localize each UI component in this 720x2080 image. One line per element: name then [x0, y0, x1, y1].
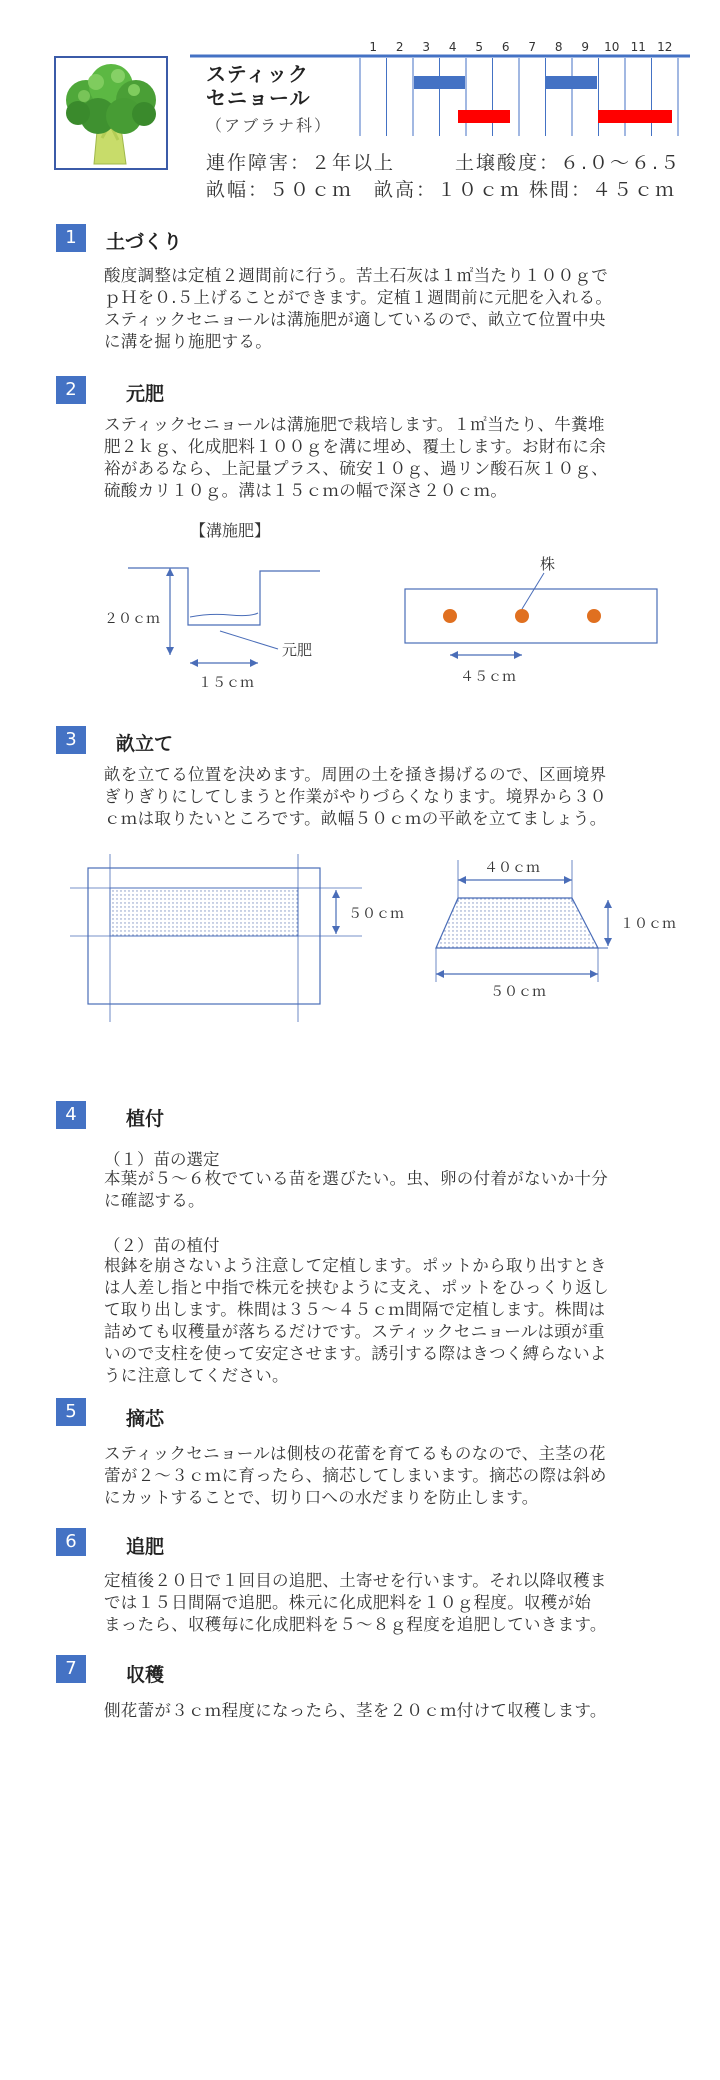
section-number-2: 2	[56, 376, 86, 404]
calendar-month-label: 11	[630, 40, 646, 54]
calendar-month-label: 2	[395, 40, 404, 54]
section-title-harvest: 収穫	[126, 1664, 165, 1686]
section-title-bed-making: 畝立て	[116, 733, 174, 755]
plant-leader-line	[522, 573, 544, 609]
section-number-5: 5	[56, 1398, 86, 1426]
section-body-base-fertilizer: スティックセニョールは溝施肥で栽培します。１㎡当たり、牛糞堆 肥２ｋｇ、化成肥料１００ｇを溝に埋め、覆土します。お財布に余 裕があるなら、上記量プラス、硫安１０ｇ、過リン酸石灰１０ｇ、 硫酸カリ１０ｇ。溝は１５ｃｍの幅で深さ２０ｃｍ。	[104, 415, 608, 500]
calendar-bar-sowing-summer	[545, 76, 597, 89]
fertilizer-leader-line	[220, 631, 278, 649]
plant-label: 株	[540, 555, 556, 573]
calendar-month-label: 9	[581, 40, 590, 54]
section-body-harvest: 側花蕾が３ｃｍ程度になったら、茎を２０ｃｍ付けて収穫します。	[104, 1701, 607, 1720]
bed-spec-info: 畝幅：５０ｃｍ 畝高：１０ｃｍ 株間：４５ｃｍ	[206, 179, 677, 201]
bed-top-label: ４０ｃｍ	[484, 860, 540, 876]
soil-ph-info: 土壌酸度：６.０～６.５	[455, 152, 682, 174]
section-number-1: 1	[56, 224, 86, 252]
broccoli-illustration-frame	[54, 56, 168, 170]
section-number-6: 6	[56, 1528, 86, 1556]
section-body-bed-making: 畝を立てる位置を決めます。周囲の土を掻き揚げるので、区画境界 ぎりぎりにしてしまうと作業がやりづらくなります。境界から３０ ｃｍは取りたいところです。畝幅５０ｃｍの平畝を立てましょう。	[104, 765, 607, 828]
bed-width-label: ５０ｃｍ	[348, 906, 404, 922]
calendar-month-label: 4	[448, 40, 457, 54]
calendar-bar-harvest-summer	[458, 110, 510, 123]
plant-marker	[443, 609, 457, 623]
section-body-pinching: スティックセニョールは側枝の花蕾を育てるものなので、主茎の花 蕾が２～３ｃｍに育ったら、摘芯してしまいます。摘芯の際は斜め にカットすることで、切り口への水だまりを防止します。	[104, 1444, 607, 1507]
section-title-planting: 植付	[126, 1108, 165, 1130]
planting-sub2-body: 根鉢を崩さないよう注意して定植します。ポットから取り出すとき は人差し指と中指で株元を挟むように支え、ポットをひっくり返し て取り出します。株間は３５～４５ｃｍ間隔で定植します。株間は 詰めても収穫量が落ちるだけです。スティックセニョールは頭が重 いので支柱を使って安定させます。誘引する際はきつく縛らないよ うに注意してください。	[104, 1256, 609, 1385]
calendar-month-label: 6	[501, 40, 510, 54]
section-title-soil: 土づくり	[106, 231, 183, 253]
crop-name-line1: スティック	[206, 62, 309, 86]
planting-sub2-heading: （２）苗の植付	[104, 1236, 220, 1255]
calendar-month-label: 1	[369, 40, 378, 54]
calendar-month-label: 5	[475, 40, 484, 54]
section-number-7: 7	[56, 1655, 86, 1683]
crop-name-line2: セニョール	[206, 86, 311, 110]
section-body-soil: 酸度調整は定植２週間前に行う。苦土石灰は１㎡当たり１００ｇで ｐＨを０.５上げることができます。定植１週間前に元肥を入れる。 スティックセニョールは溝施肥が適しているので、畝立て位置中央 に溝を掘り施肥する。	[104, 266, 613, 351]
calendar-month-label: 3	[422, 40, 431, 54]
planting-sub1-body: 本葉が５～６枚でている苗を選びたい。虫、卵の付着がないか十分 に確認する。	[104, 1169, 608, 1210]
trench-fertilizer-diagram	[90, 545, 690, 695]
calendar-month-label: 12	[657, 40, 673, 54]
section-number-4: 4	[56, 1101, 86, 1129]
cultivation-calendar	[190, 36, 700, 140]
rotation-info: 連作障害：２年以上	[206, 152, 396, 174]
calendar-month-label: 8	[554, 40, 563, 54]
depth-label: ２０ｃｍ	[104, 611, 160, 627]
plant-marker	[515, 609, 529, 623]
section-title-base-fertilizer: 元肥	[126, 383, 165, 405]
planting-sub1-heading: （１）苗の選定	[104, 1150, 220, 1169]
bed-bottom-label: ５０ｃｍ	[490, 984, 546, 1000]
bed-area	[110, 888, 298, 936]
calendar-month-label: 7	[528, 40, 537, 54]
plant-marker	[587, 609, 601, 623]
crop-family: （アブラナ科）	[206, 116, 333, 135]
width-label: １５ｃｍ	[198, 675, 254, 691]
section-title-pinching: 摘芯	[126, 1408, 165, 1430]
fertilizer-label: 元肥	[282, 641, 313, 659]
trench-fertilizer-layer	[190, 613, 258, 617]
diagram-caption-trench: 【溝施肥】	[190, 521, 271, 540]
section-number-3: 3	[56, 726, 86, 754]
section-title-top-dressing: 追肥	[126, 1536, 165, 1558]
spacing-label: ４５ｃｍ	[460, 669, 516, 685]
section-body-top-dressing: 定植後２０日で１回目の追肥、土寄せを行います。それ以降収穫ま では１５日間隔で追肥。株元に化成肥料を１０ｇ程度。収穫が始 まったら、収穫毎に化成肥料を５～８ｇ程度を追肥していきます。	[104, 1571, 607, 1634]
bed-cross-section	[436, 898, 598, 948]
broccoli-icon	[56, 58, 166, 168]
bed-top-view	[405, 589, 657, 643]
calendar-bar-harvest-autumn	[598, 110, 672, 123]
calendar-bar-sowing-spring	[414, 76, 465, 89]
calendar-month-label: 10	[604, 40, 620, 54]
bed-height-label: １０ｃｍ	[620, 916, 676, 932]
bed-diagram	[60, 850, 700, 1030]
